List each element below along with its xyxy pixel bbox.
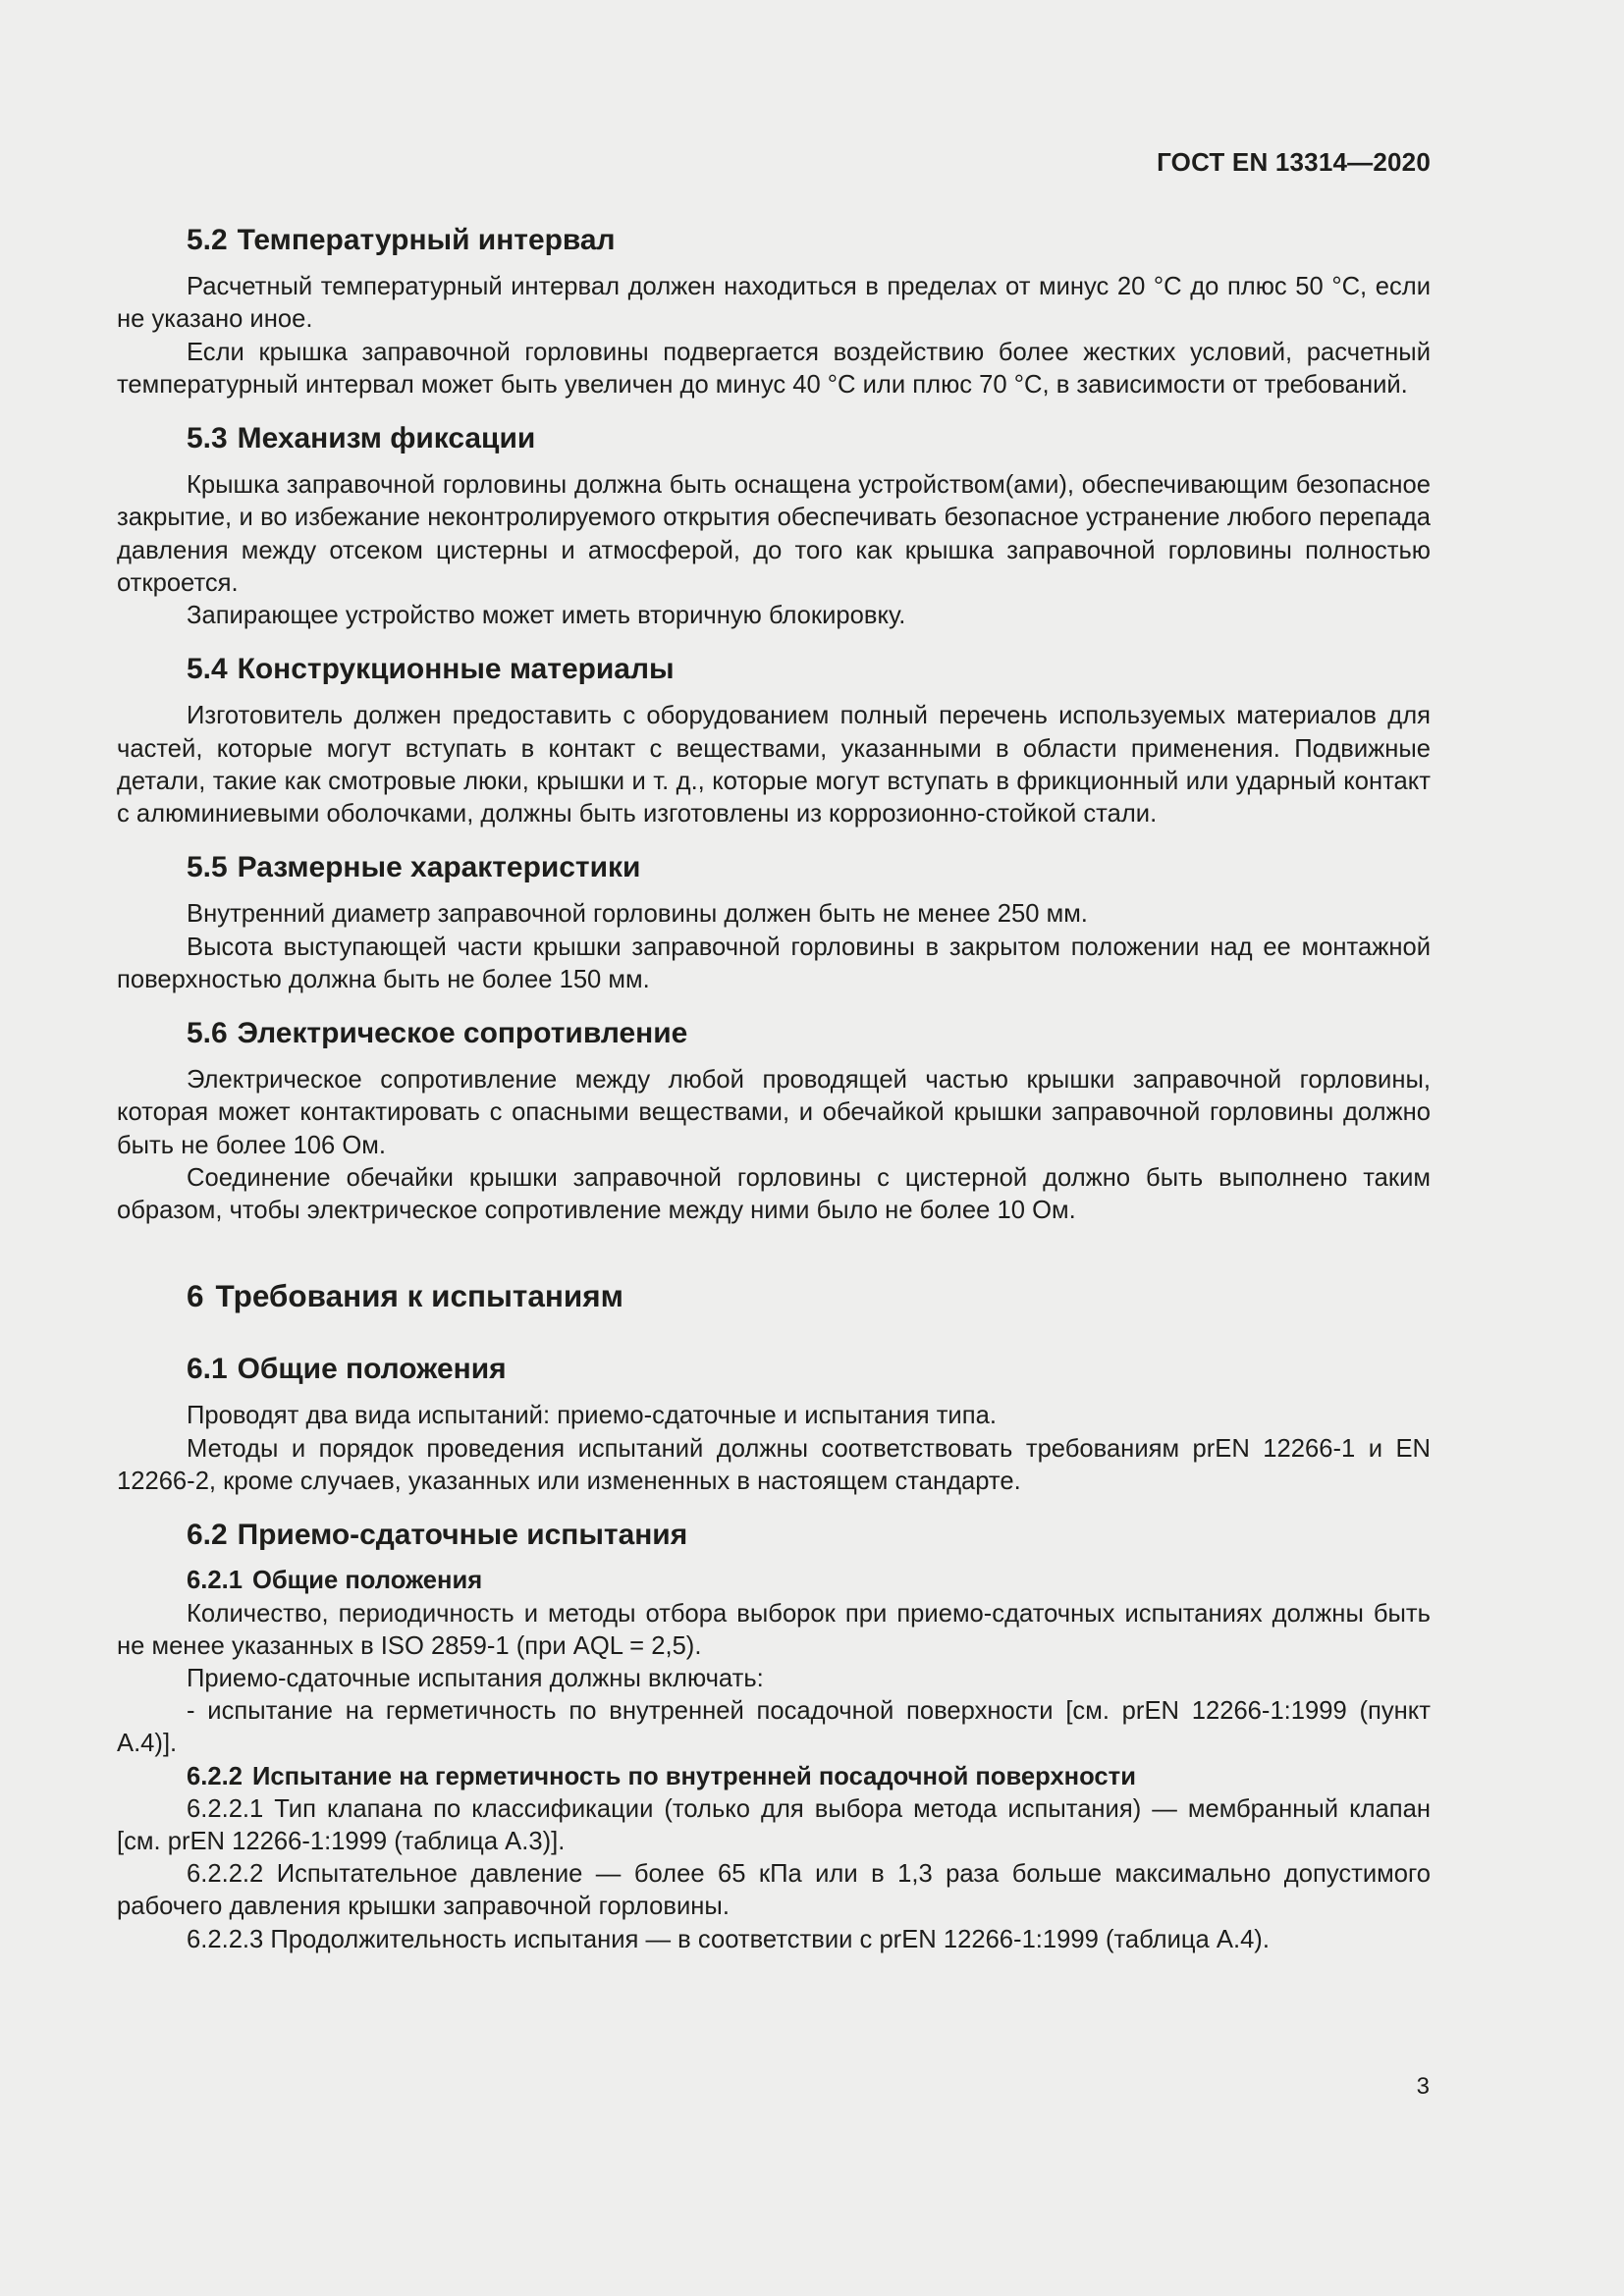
subsection-heading-6-2-2	[117, 1761, 1431, 1793]
paragraph: Количество, периодичность и методы отбора выборок при приемо-сдаточных испытаниях должны быть не менее указанных в ISO 2859-1 (при AQL = 2,5).	[117, 1599, 1431, 1660]
paragraph: Расчетный температурный интервал должен находиться в пределах от минус 20 °С до плюс 50 °С, если не указано иное.	[117, 273, 1431, 334]
section-title: Конструкционные материалы	[237, 653, 675, 686]
page-number: 3	[1416, 2073, 1430, 2100]
paragraph: Электрическое сопротивление между любой проводящей частью крышки заправочной горловины, которая может контактировать с опасными веществами, и обечайкой крышки заправочной горловины должно быть не более 106 Ом.	[117, 1066, 1431, 1159]
section-number: 5.6	[187, 1017, 228, 1050]
subsection-title: Испытание на герметичность по внутренней посадочной поверхности	[251, 1762, 1136, 1790]
paragraph: Проводят два вида испытаний: приемо-сдаточные и испытания типа.	[187, 1402, 997, 1430]
paragraph: Изготовитель должен предоставить с оборудованием полный перечень используемых материалов для частей, которые могут вступать в контакт с веществами, указанными в области применения. Подвижные детали, такие как смотровые люки, крышки и т. д., которые могут вступать в фрикционный или ударный контакт с алюминиевыми оболочками, должны быть изготовлены из коррозионно-стойкой стали.	[117, 702, 1431, 828]
section-number: 6.1	[187, 1353, 228, 1386]
section-heading-6-2	[117, 1519, 1431, 1551]
paragraph: Внутренний диаметр заправочной горловины должен быть не менее 250 мм.	[187, 900, 1088, 929]
section-heading-5-2	[117, 224, 1431, 256]
paragraph: Приемо-сдаточные испытания должны включать:	[187, 1664, 764, 1692]
section-number: 5.3	[187, 422, 228, 455]
chapter-heading-6	[117, 1276, 1431, 1315]
section-number: 6.2	[187, 1519, 228, 1552]
paragraph: - испытание на герметичность по внутренней посадочной поверхности [см. prEN 12266-1:1999 (пункт А.4)].	[117, 1697, 1431, 1758]
paragraph: Высота выступающей части крышки заправочной горловины в закрытом положении над ее монтажной поверхностью должна быть не более 150 мм.	[117, 933, 1431, 993]
chapter-title: Требования к испытаниям	[215, 1278, 623, 1314]
section-title: Механизм фиксации	[237, 422, 536, 455]
paragraph: 6.2.2.2 Испытательное давление — более 65 кПа или в 1,3 раза больше максимально допустимого рабочего давления крышки заправочной горловины.	[117, 1860, 1431, 1921]
section-title: Приемо-сдаточные испытания	[237, 1519, 688, 1552]
section-title: Температурный интервал	[237, 224, 616, 256]
section-heading-5-4	[117, 653, 1431, 685]
chapter-number: 6	[187, 1278, 204, 1314]
subsection-title: Общие положения	[251, 1567, 483, 1595]
paragraph: Крышка заправочной горловины должна быть оснащена устройством(ами), обеспечивающим безопасное закрытие, и во избежание неконтролируемого открытия обеспечивать безопасное устранение любого перепада давления между отсеком цистерны и атмосферой, до того как крышка заправочной горловины полностью откроется.	[117, 471, 1431, 597]
paragraph: 6.2.2.3 Продолжительность испытания — в соответствии с prEN 12266-1:1999 (таблица А.4).	[187, 1925, 1270, 1953]
paragraph: 6.2.2.1 Тип клапана по классификации (только для выбора метода испытания) — мембранный клапан [см. prEN 12266-1:1999 (таблица А.3)].	[117, 1794, 1431, 1855]
section-title: Размерные характеристики	[237, 851, 641, 884]
document-header: ГОСТ EN 13314—2020	[1157, 147, 1431, 177]
section-heading-5-5	[117, 851, 1431, 883]
subsection-number: 6.2.1	[187, 1567, 243, 1595]
subsection-number: 6.2.2	[187, 1762, 243, 1790]
subsection-heading-6-2-1	[117, 1565, 1431, 1597]
section-heading-6-1	[117, 1353, 1431, 1385]
section-heading-5-3	[117, 422, 1431, 454]
section-title: Электрическое сопротивление	[237, 1017, 688, 1050]
section-number: 5.4	[187, 653, 228, 686]
paragraph: Соединение обечайки крышки заправочной горловины с цистерной должно быть выполнено таким образом, чтобы электрическое сопротивление между ними было не более 10 Ом.	[117, 1163, 1431, 1225]
section-number: 5.2	[187, 224, 228, 256]
section-heading-5-6	[117, 1017, 1431, 1049]
paragraph: Если крышка заправочной горловины подвергается воздействию более жестких условий, расчетный температурный интервал может быть увеличен до минус 40 °С или плюс 70 °С, в зависимости от требований.	[117, 338, 1431, 399]
section-title: Общие положения	[237, 1353, 507, 1386]
document-body	[117, 224, 1431, 1956]
section-number: 5.5	[187, 851, 228, 884]
paragraph: Запирающее устройство может иметь вторичную блокировку.	[187, 602, 906, 630]
paragraph: Методы и порядок проведения испытаний должны соответствовать требованиям prEN 12266-1 и EN 12266-2, кроме случаев, указанных или измененных в настоящем стандарте.	[117, 1434, 1431, 1495]
